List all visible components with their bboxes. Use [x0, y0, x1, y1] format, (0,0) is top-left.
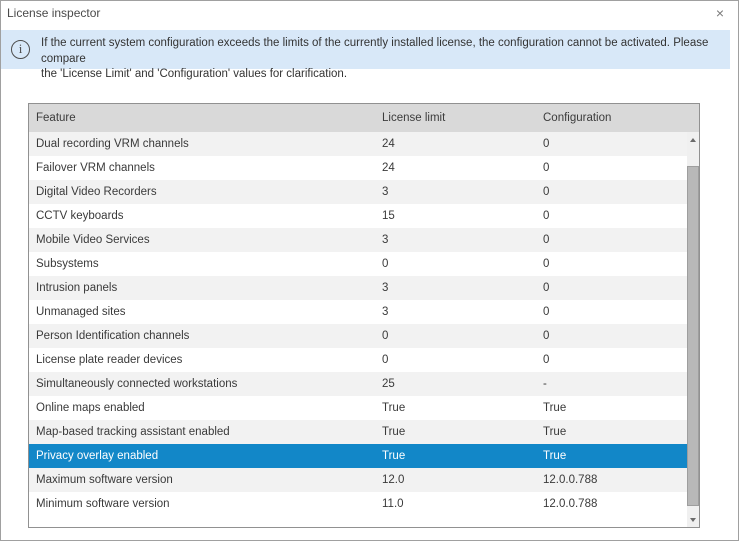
- table-row[interactable]: [29, 156, 687, 180]
- column-header-license-limit: License limit: [382, 112, 446, 124]
- cell-feature: Mobile Video Services: [36, 234, 150, 246]
- license-table: [28, 103, 700, 528]
- table-row[interactable]: [29, 300, 687, 324]
- table-body: [29, 132, 687, 527]
- table-row[interactable]: [29, 276, 687, 300]
- cell-configuration: True: [543, 426, 567, 438]
- cell-configuration: 12.0.0.788: [543, 474, 598, 486]
- cell-configuration: 0: [543, 258, 550, 270]
- column-header-feature: Feature: [36, 112, 76, 124]
- table-row[interactable]: [29, 492, 687, 516]
- cell-feature: Map-based tracking assistant enabled: [36, 426, 230, 438]
- scroll-down-icon: [690, 518, 696, 522]
- cell-license-limit: 11.0: [382, 498, 404, 510]
- cell-license-limit: 3: [382, 306, 389, 318]
- cell-license-limit: 3: [382, 282, 389, 294]
- banner-message-line2: the 'License Limit' and 'Configuration' values for clarification.: [41, 68, 348, 80]
- cell-license-limit: True: [382, 426, 406, 438]
- close-icon: ×: [715, 5, 725, 21]
- cell-license-limit: 0: [382, 354, 389, 366]
- table-row[interactable]: [29, 324, 687, 348]
- cell-configuration: 0: [543, 306, 550, 318]
- cell-configuration: 0: [543, 186, 550, 198]
- cell-configuration: 0: [543, 162, 550, 174]
- scroll-up-icon: [690, 138, 696, 142]
- cell-license-limit: 0: [382, 258, 389, 270]
- cell-feature: Digital Video Recorders: [36, 186, 157, 198]
- cell-license-limit: 3: [382, 234, 389, 246]
- table-row[interactable]: [29, 420, 687, 444]
- cell-feature: CCTV keyboards: [36, 210, 124, 222]
- cell-configuration: 0: [543, 282, 550, 294]
- table-row[interactable]: [29, 372, 687, 396]
- cell-feature: Unmanaged sites: [36, 306, 126, 318]
- table-row[interactable]: [29, 204, 687, 228]
- table-row[interactable]: [29, 228, 687, 252]
- table-row[interactable]: [29, 180, 687, 204]
- close-button[interactable]: [711, 4, 729, 22]
- cell-configuration: 0: [543, 234, 550, 246]
- cell-feature: Minimum software version: [36, 498, 170, 510]
- cell-configuration: -: [543, 378, 547, 390]
- cell-license-limit: True: [382, 402, 406, 414]
- cell-license-limit: 3: [382, 186, 389, 198]
- cell-license-limit: 0: [382, 330, 389, 342]
- cell-license-limit: True: [382, 450, 406, 462]
- cell-configuration: 0: [543, 210, 550, 222]
- scrollbar-thumb[interactable]: [687, 166, 699, 506]
- cell-configuration: 0: [543, 330, 550, 342]
- table-row[interactable]: [29, 132, 687, 156]
- scroll-up-button[interactable]: [687, 132, 699, 147]
- cell-feature: License plate reader devices: [36, 354, 183, 366]
- scroll-down-button[interactable]: [687, 512, 699, 527]
- table-row[interactable]: [29, 444, 687, 468]
- cell-configuration: True: [543, 402, 567, 414]
- column-header-configuration: Configuration: [543, 112, 612, 124]
- cell-configuration: 12.0.0.788: [543, 498, 598, 510]
- cell-feature: Privacy overlay enabled: [36, 450, 159, 462]
- cell-feature: Person Identification channels: [36, 330, 190, 342]
- cell-feature: Intrusion panels: [36, 282, 118, 294]
- cell-feature: Simultaneously connected workstations: [36, 378, 238, 390]
- table-row[interactable]: [29, 252, 687, 276]
- cell-configuration: 0: [543, 138, 550, 150]
- info-banner: [1, 30, 730, 80]
- table-row[interactable]: [29, 348, 687, 372]
- cell-license-limit: 24: [382, 162, 395, 174]
- cell-feature: Dual recording VRM channels: [36, 138, 189, 150]
- banner-message-line1: If the current system configuration exceeds the limits of the currently installed license, the configuration cannot be activated. Please compare: [41, 37, 709, 65]
- cell-feature: Maximum software version: [36, 474, 173, 486]
- cell-configuration: 0: [543, 354, 550, 366]
- table-header: [29, 104, 699, 132]
- table-row[interactable]: [29, 396, 687, 420]
- cell-feature: Online maps enabled: [36, 402, 145, 414]
- cell-configuration: True: [543, 450, 567, 462]
- cell-feature: Subsystems: [36, 258, 99, 270]
- banner-message: [41, 36, 724, 83]
- vertical-scrollbar[interactable]: [687, 132, 699, 527]
- window-title: License inspector: [7, 6, 101, 20]
- cell-feature: Failover VRM channels: [36, 162, 155, 174]
- info-icon: i: [11, 40, 30, 59]
- cell-license-limit: 15: [382, 210, 395, 222]
- cell-license-limit: 12.0: [382, 474, 405, 486]
- cell-license-limit: 25: [382, 378, 395, 390]
- title-bar: [1, 1, 738, 30]
- cell-license-limit: 24: [382, 138, 395, 150]
- table-row[interactable]: [29, 468, 687, 492]
